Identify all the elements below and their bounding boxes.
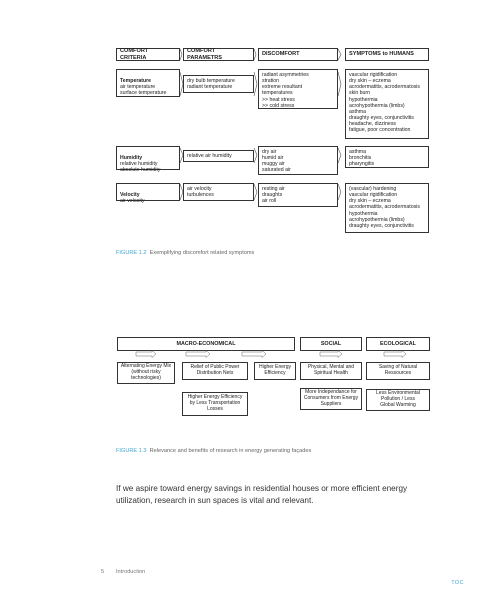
box-less-pollution: Less Environmental Pollution / Less Global Warming — [366, 389, 430, 411]
discomfort-velocity: resting air draughts air roll — [258, 183, 338, 207]
caption-label: FIGURE 1.2 — [116, 250, 147, 256]
parameters-velocity: air velocity turbulences — [183, 183, 254, 201]
symptoms-humidity: asthma bronchitis pharyngitis — [345, 146, 429, 168]
symptoms-temperature: vascular rigidification dry skin – eczema acrodermatitis, acrodermatosis skin burn hypothermia acrohypothermia (limbs) asthma draughty eyes, conjunctivitis headache, dizziness fatigue, poor concentration — [345, 69, 429, 139]
parameters-temperature: dry bulb temperature radiant temperature — [183, 75, 254, 93]
toc-link[interactable]: TOC — [451, 580, 464, 586]
social-header: SOCIAL — [300, 337, 362, 351]
ecological-header: ECOLOGICAL — [366, 337, 430, 351]
criteria-items: air velocity — [120, 198, 145, 205]
box-independance-consumers: More Independance for Consumers from Energy Suppliers — [300, 388, 362, 410]
box-alternating-energy-mix: Alternating Energy Mix (without risky technologies) — [117, 362, 175, 384]
macro-economical-header: MACRO-ECONOMICAL — [117, 337, 295, 351]
discomfort-temperature: radiant asymmetries stration extreme resultant temperatures >> heat stress >> cold stress — [258, 69, 338, 109]
criteria-items: air temperature surface temperature — [120, 84, 167, 97]
box-higher-energy-efficiency: Higher Energy Efficiency — [254, 362, 296, 380]
header-comfort-criteria: COMFORT CRITERIA — [116, 48, 180, 61]
criteria-title: Humidity — [120, 155, 143, 162]
figure-1-3-caption — [116, 448, 311, 454]
parameters-humidity: relative air humidity — [183, 150, 254, 162]
section-name: Introduction — [116, 569, 146, 575]
header-symptoms: SYMPTOMS to HUMANS — [345, 48, 429, 61]
body-paragraph: If we aspire toward energy savings in residential houses or more efficient energy utilization, research in sun spaces is vital and relevant. — [116, 484, 408, 505]
page-number: 5 — [101, 569, 105, 575]
box-relief-public-power: Relief of Public Power Distribution Nets — [182, 362, 248, 380]
header-discomfort: DISCOMFORT — [258, 48, 338, 61]
box-less-transport-losses: Higher Energy Efficiency by Less Transportation Losses — [182, 392, 248, 416]
criteria-title: Velocity — [120, 192, 140, 199]
box-saving-resources: Saving of Natural Ressources — [366, 362, 430, 380]
discomfort-humidity: dry air humid air muggy air saturated air — [258, 146, 338, 175]
caption-text: Exemplifying discomfort related symptoms — [149, 250, 255, 256]
caption-label: FIGURE 1.3 — [116, 448, 147, 454]
caption-text: Relevance and benefits of research in energy generating façades — [149, 448, 312, 454]
criteria-items: relative humidity absolute humidity — [120, 161, 161, 174]
box-physical-health: Physical, Mental and Spiritual Health — [300, 362, 362, 380]
header-comfort-parameters: COMFORT PARAMETRS — [183, 48, 254, 61]
symptoms-velocity: (vascular) hardening vascular rigidification dry skin – eczema acrodermatitis, acrodermatosis hypothermia acrohypothermia (limbs) draughty eyes, conjunctivitis — [345, 183, 429, 233]
criteria-title: Temperature — [120, 78, 152, 85]
